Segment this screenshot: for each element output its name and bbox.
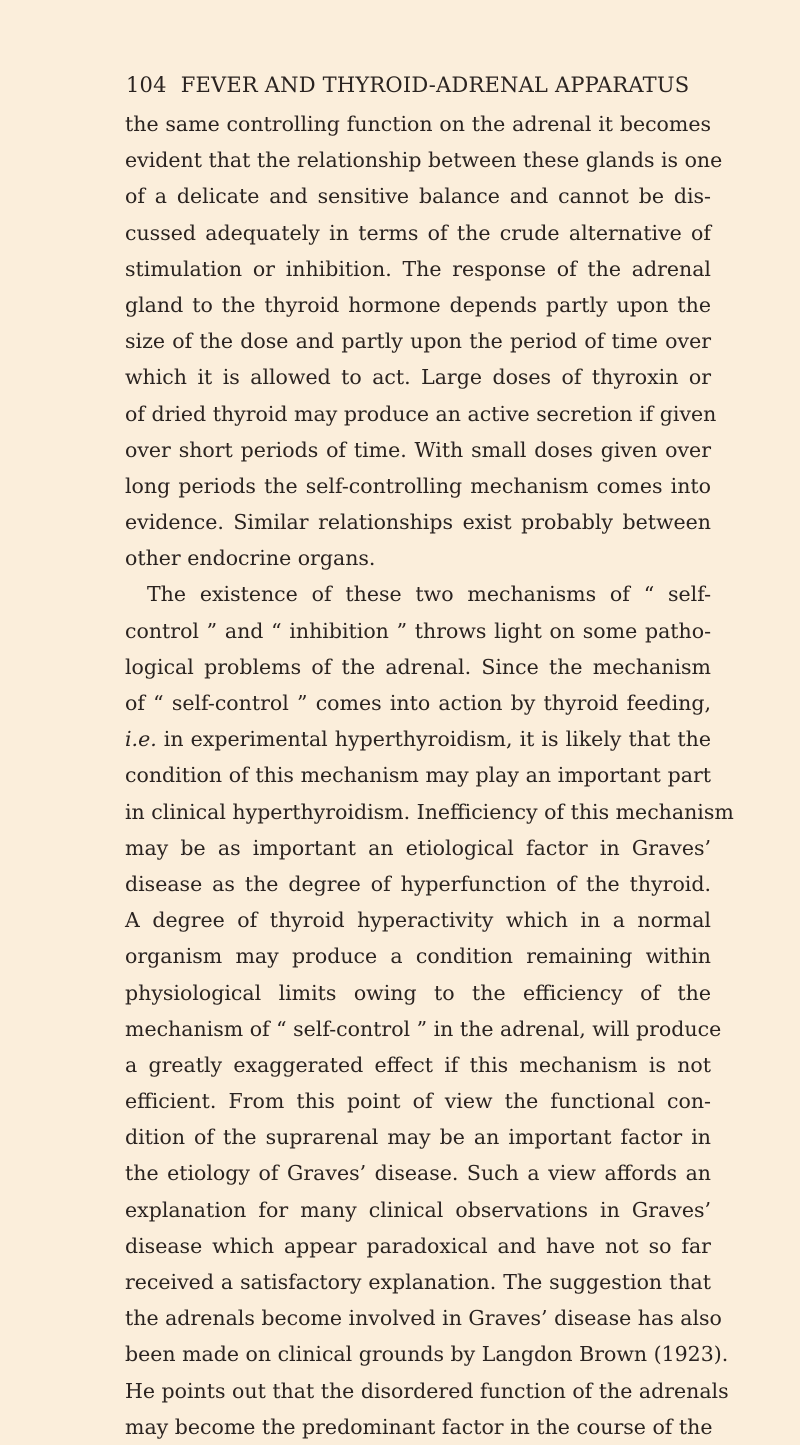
text-line: size of the dose and partly upon the period of time over [125, 329, 711, 354]
page-number: 104 [126, 73, 167, 97]
text-line: been made on clinical grounds by Langdon Brown (1923). [125, 1342, 729, 1367]
text-line: of “ self-control ” comes into action by thyroid feeding, [125, 691, 711, 715]
text-line: the adrenals become involved in Graves’ disease has also [125, 1306, 722, 1331]
text-line: i.e. in experimental hyperthyroidism, it is likely that the [125, 727, 711, 752]
text-line: in clinical hyperthyroidism. Inefficiency of this mechanism [125, 799, 734, 824]
text-line: evident that the relationship between these glands is one [125, 148, 723, 173]
text-line: a greatly exaggerated effect if this mechanism is not [125, 1052, 711, 1077]
paragraph-start-line: The existence of these two mechanisms of “ self- [147, 582, 711, 607]
text-line: explanation for many clinical observations in Graves’ [125, 1197, 711, 1222]
text-line: control ” and “ inhibition ” throws light on some patho- [125, 618, 711, 643]
text-line: He points out that the disordered function of the adrenals [125, 1378, 729, 1403]
text-line: of dried thyroid may produce an active secretion if given [125, 401, 717, 426]
text-line: organism may produce a condition remaining within [125, 944, 711, 969]
text-line: logical problems of the adrenal. Since the mechanism [125, 654, 711, 679]
text-line: the same controlling function on the adrenal it becomes [125, 112, 711, 136]
text-line: dition of the suprarenal may be an important factor in [125, 1125, 711, 1150]
paragraph-end-line: other endocrine organs. [125, 546, 376, 571]
text-line: disease as the degree of hyperfunction of the thyroid. [125, 871, 711, 896]
text-line: condition of this mechanism may play an important part [125, 763, 711, 788]
text-line: gland to the thyroid hormone depends partly upon the [125, 292, 711, 317]
running-title: FEVER AND THYROID-ADRENAL APPARATUS [180, 73, 690, 97]
text-line: disease which appear paradoxical and have not so far [125, 1233, 711, 1258]
text-line: physiological limits owing to the efficiency of the [125, 980, 711, 1005]
text-line: which it is allowed to act. Large doses of thyroxin or [125, 365, 711, 390]
text-line: of a delicate and sensitive balance and cannot be dis- [125, 184, 711, 209]
body-text [125, 106, 734, 1445]
text-line: mechanism of “ self-control ” in the adrenal, will produce [125, 1016, 722, 1041]
text-line: the etiology of Graves’ disease. Such a view affords an [125, 1161, 711, 1186]
text-line: efficient. From this point of view the functional con- [125, 1089, 711, 1114]
running-header [126, 73, 716, 97]
abbreviation-ie: i.e. [125, 727, 157, 752]
text-line: may become the predominant factor in the course of the [125, 1414, 713, 1439]
text-line: long periods the self-controlling mechanism comes into [125, 473, 711, 498]
text-line: stimulation or inhibition. The response of the adrenal [125, 256, 711, 281]
text-line: evidence. Similar relationships exist probably between [125, 510, 711, 535]
text-line: cussed adequately in terms of the crude alternative of [125, 220, 711, 245]
text-line: over short periods of time. With small doses given over [125, 437, 711, 462]
text-line: A degree of thyroid hyperactivity which in a normal [125, 908, 711, 933]
text-line: received a satisfactory explanation. The suggestion that [125, 1270, 711, 1294]
text-line: may be as important an etiological factor in Graves’ [125, 835, 711, 860]
